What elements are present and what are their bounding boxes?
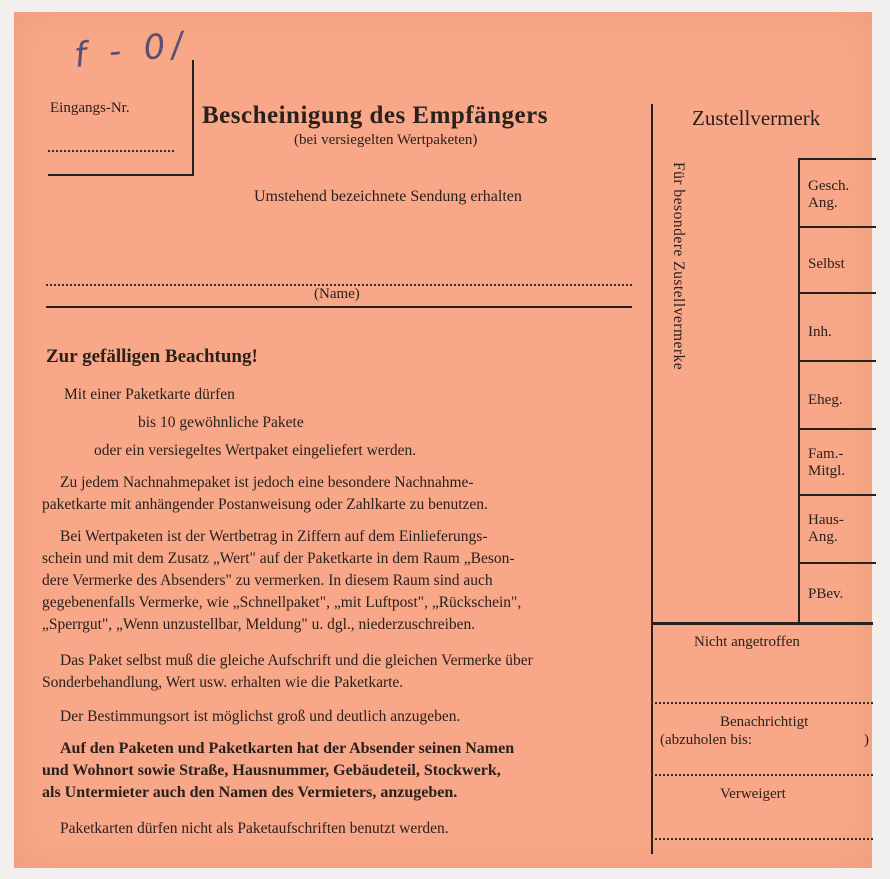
parcel-receipt-card bbox=[14, 12, 872, 868]
grid-line bbox=[798, 360, 876, 362]
cell-selbst[interactable]: Selbst bbox=[808, 256, 845, 272]
eingang-number-field[interactable] bbox=[48, 150, 174, 152]
grid-line bbox=[798, 494, 876, 496]
notice-text: Zu jedem Nachnahmepaket ist jedoch eine besondere Nachnahme- bbox=[60, 474, 474, 491]
grid-bottom-border bbox=[651, 622, 873, 625]
abzuholen-close: ) bbox=[864, 732, 869, 748]
notice-bold-text: als Untermieter auch den Namen des Vermieters, anzugeben. bbox=[42, 784, 458, 801]
verweigert-label: Verweigert bbox=[720, 786, 786, 802]
notice-text: dere Vermerke des Absenders" zu vermerken. In diesem Raum sind auch bbox=[42, 572, 493, 589]
notice-text: Mit einer Paketkarte dürfen bbox=[64, 386, 235, 403]
cell-gesch-ang[interactable]: Gesch. Ang. bbox=[808, 178, 850, 211]
grid-line bbox=[798, 428, 876, 430]
eingang-box bbox=[48, 60, 194, 176]
notice-text: Paketkarten dürfen nicht als Paketaufschriften benutzt werden. bbox=[60, 820, 449, 837]
cell-inh[interactable]: Inh. bbox=[808, 324, 832, 340]
section-divider bbox=[651, 702, 873, 704]
page-title: Bescheinigung des Empfängers bbox=[202, 102, 548, 129]
notice-bold-text: und Wohnort sowie Straße, Hausnummer, Gebäudeteil, Stockwerk, bbox=[42, 762, 501, 779]
received-statement: Umstehend bezeichnete Sendung erhalten bbox=[254, 188, 522, 205]
divider bbox=[46, 306, 632, 308]
grid-line bbox=[798, 562, 876, 564]
section-divider bbox=[651, 838, 873, 840]
zustell-vertical-label: Für besondere Zustellvermerke bbox=[670, 162, 687, 371]
notice-text: Das Paket selbst muß die gleiche Aufschrift und die gleichen Vermerke über bbox=[60, 652, 533, 669]
cell-fam-mitgl[interactable]: Fam.- Mitgl. bbox=[808, 446, 846, 479]
cell-eheg[interactable]: Eheg. bbox=[808, 392, 843, 408]
notice-text: gegebenenfalls Vermerke, wie „Schnellpaket", „mit Luftpost", „Rückschein", bbox=[42, 594, 522, 611]
notice-text: paketkarte mit anhängender Postanweisung oder Zahlkarte zu benutzen. bbox=[42, 496, 488, 513]
grid-line bbox=[798, 226, 876, 228]
section-divider bbox=[651, 774, 873, 776]
notice-text: schein und mit dem Zusatz „Wert" auf der Paketkarte in dem Raum „Beson- bbox=[42, 550, 515, 567]
abzuholen-label: (abzuholen bis: bbox=[660, 732, 753, 748]
notice-heading: Zur gefälligen Beachtung! bbox=[46, 346, 258, 367]
column-divider bbox=[651, 104, 653, 854]
notice-text: Der Bestimmungsort ist möglichst groß und deutlich anzugeben. bbox=[60, 708, 461, 725]
cell-haus-ang[interactable]: Haus- Ang. bbox=[808, 512, 844, 545]
zustell-title: Zustellvermerk bbox=[692, 106, 821, 130]
notice-text: Sonderbehandlung, Wert usw. erhalten wie die Paketkarte. bbox=[42, 674, 404, 691]
nicht-angetroffen-label: Nicht angetroffen bbox=[694, 634, 800, 650]
page-subtitle: (bei versiegelten Wertpaketen) bbox=[294, 132, 478, 148]
notice-text: Bei Wertpaketen ist der Wertbetrag in Ziffern auf dem Einlieferungs- bbox=[60, 528, 488, 545]
notice-bold-text: Auf den Paketen und Paketkarten hat der Absender seinen Namen bbox=[60, 740, 515, 757]
notice-text: „Sperrgut", „Wenn unzustellbar, Meldung" u. dgl., niederzuschreiben. bbox=[42, 616, 476, 633]
notice-text: oder ein versiegeltes Wertpaket eingeliefert werden. bbox=[94, 442, 417, 459]
handwritten-note: f - 0/ bbox=[72, 24, 191, 76]
benachrichtigt-label: Benachrichtigt bbox=[720, 714, 809, 730]
cell-pbev[interactable]: PBev. bbox=[808, 586, 844, 602]
grid-line bbox=[798, 292, 876, 294]
eingang-label: Eingangs-Nr. bbox=[50, 100, 130, 116]
grid-line bbox=[798, 158, 876, 160]
name-label: (Name) bbox=[314, 286, 360, 302]
notice-text: bis 10 gewöhnliche Pakete bbox=[138, 414, 304, 431]
